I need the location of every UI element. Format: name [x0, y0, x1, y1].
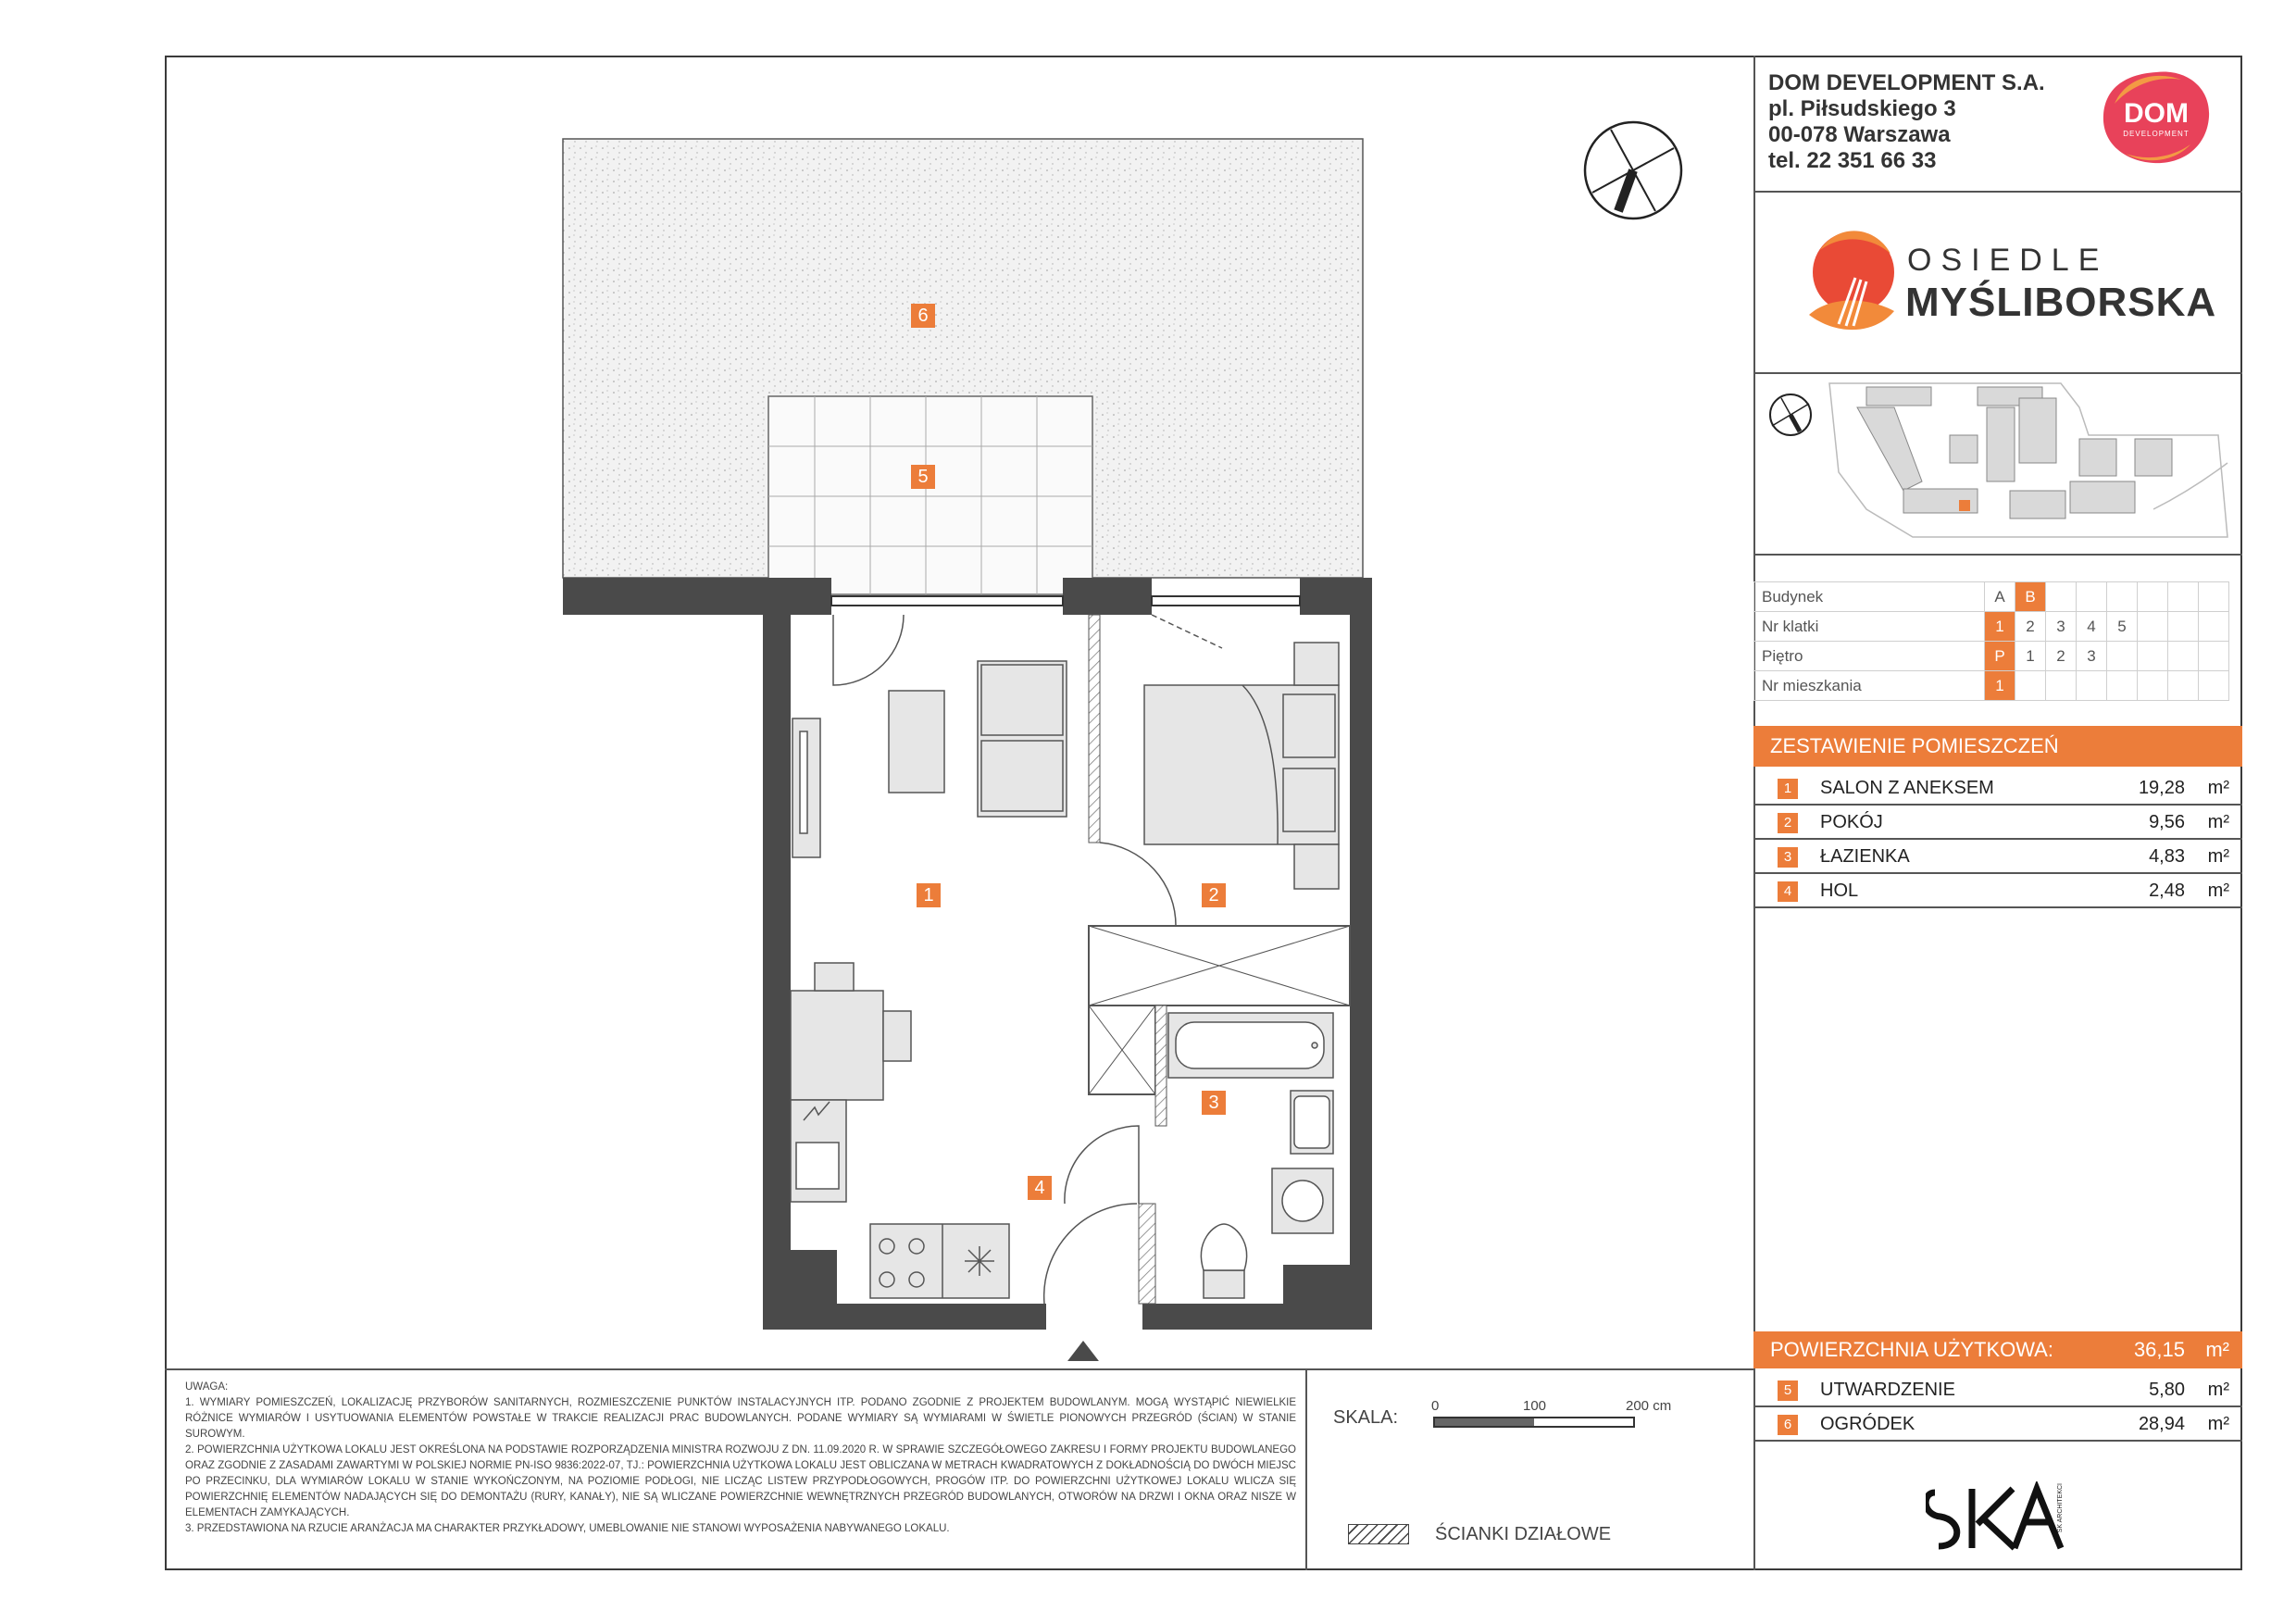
divider-company	[1753, 191, 2242, 193]
row-name: OGRÓDEK	[1820, 1414, 1915, 1434]
room-row	[1753, 841, 2242, 874]
selector-cell	[2107, 582, 2138, 612]
row-area: 5,80	[2149, 1380, 2185, 1400]
scale-tick-0: 0	[1431, 1398, 1440, 1414]
unit-selector-table	[1753, 581, 2229, 701]
ska-small-text: SK ARCHITEKCI	[2057, 1483, 2064, 1533]
room-tag-4: 4	[1028, 1176, 1052, 1200]
divider-keyplan	[1753, 554, 2242, 556]
company-street: pl. Piłsudskiego 3	[1768, 96, 1956, 121]
selector-cell	[2199, 642, 2229, 671]
company-name: DOM DEVELOPMENT S.A.	[1768, 70, 2045, 95]
selector-cell	[2015, 671, 2046, 701]
room-row	[1753, 772, 2242, 806]
room-tag-6: 6	[911, 304, 935, 328]
row-name: HOL	[1820, 881, 1859, 901]
estate-name-line2: MYŚLIBORSKA	[1905, 280, 2217, 325]
notes-block	[185, 1380, 1296, 1537]
selector-label: Budynek	[1754, 582, 1985, 612]
selector-cell	[2046, 671, 2077, 701]
row-name: POKÓJ	[1820, 812, 1883, 832]
scale-tick-200: 200 cm	[1626, 1398, 1672, 1414]
selector-cell: 2	[2046, 642, 2077, 671]
selector-cell	[2107, 671, 2138, 701]
row-area: 9,56	[2149, 812, 2185, 832]
row-area: 28,94	[2138, 1414, 2185, 1434]
row-num: 3	[1778, 847, 1798, 868]
room-tag-3: 3	[1202, 1091, 1226, 1115]
logo-text-dom: DOM	[2124, 98, 2189, 129]
room-tag-5: 5	[911, 465, 935, 489]
selector-cell: 1	[1985, 671, 2015, 701]
row-unit: m²	[2207, 846, 2229, 867]
note-3: 3. PRZEDSTAWIONA NA RZUCIE ARANŻACJA MA CHARAKTER PRZYKŁADOWY, UMEBLOWANIE NIE STANOWI WYPOSAŻENIA NABYWANEGO LOKALU.	[185, 1523, 950, 1534]
selector-cell	[2199, 671, 2229, 701]
company-phone: tel. 22 351 66 33	[1768, 148, 1937, 173]
row-num: 4	[1778, 881, 1798, 902]
logo-text-development: DEVELOPMENT	[2123, 130, 2190, 138]
selector-label: Nr mieszkania	[1754, 671, 1985, 701]
selector-cell	[2138, 612, 2168, 642]
selector-cell: 2	[2015, 612, 2046, 642]
usable-area-value: 36,15	[2133, 1338, 2185, 1361]
rooms-header: ZESTAWIENIE POMIESZCZEŃ	[1753, 726, 2242, 767]
partition-legend-label: ŚCIANKI DZIAŁOWE	[1435, 1524, 1612, 1544]
room-tag-2: 2	[1202, 883, 1226, 907]
terrace-area	[768, 396, 1092, 594]
selector-cell	[2138, 582, 2168, 612]
scale-label: SKALA:	[1333, 1407, 1399, 1428]
row-unit: m²	[2207, 812, 2229, 832]
selector-cell: 3	[2077, 642, 2107, 671]
selector-cell	[2168, 612, 2199, 642]
row-num: 5	[1778, 1380, 1798, 1401]
selector-cell	[2199, 582, 2229, 612]
key-plan	[1765, 380, 2237, 552]
row-name: UTWARDZENIE	[1820, 1380, 1955, 1400]
selector-cell	[2168, 642, 2199, 671]
selector-cell	[2077, 671, 2107, 701]
selector-cell: 1	[2015, 642, 2046, 671]
row-name: SALON Z ANEKSEM	[1820, 778, 1994, 798]
keyplan-north-arrow-icon	[1770, 394, 1811, 435]
company-address	[1768, 70, 2045, 174]
dom-development-logo	[2098, 67, 2215, 169]
row-unit: m²	[2207, 778, 2229, 798]
divider-estate	[1753, 372, 2242, 374]
extra-row	[1753, 1374, 2242, 1407]
row-num: 2	[1778, 813, 1798, 833]
row-num: 6	[1778, 1415, 1798, 1435]
selector-cell	[2138, 671, 2168, 701]
note-1: 1. WYMIARY POMIESZCZEŃ, LOKALIZACJĘ PRZYBORÓW SANITARNYCH, ROZMIESZCZENIE PUNKTÓW INSTALACYJNYCH ITP. PODANO ZGODNIE Z PROJEKTEM BUDOWLANYM. MOGĄ WYSTĄPIĆ NIEWIELKIE RÓŻNICE WYMIARÓW I USYTUOWANIA ELEMENTÓW POWSTAŁE W TRAKCIE REALIZACJI PRAC BUDOWLANYCH. PODANE WYMIARY SĄ WYMIARAMI W ŚWIETLE PIONOWYCH PRZEGRÓD (ŚCIAN) W STANIE SUROWYM.	[185, 1397, 1296, 1440]
selector-label: Nr klatki	[1754, 612, 1985, 642]
selector-cell	[2077, 582, 2107, 612]
usable-area-label: POWIERZCHNIA UŻYTKOWA:	[1770, 1338, 2053, 1361]
selector-cell	[2107, 642, 2138, 671]
bedroom-furniture	[1144, 643, 1339, 889]
living-furniture	[791, 661, 1067, 1298]
selector-cell: 3	[2046, 612, 2077, 642]
estate-logo-mark	[1802, 222, 1898, 343]
row-area: 2,48	[2149, 881, 2185, 901]
row-area: 19,28	[2138, 778, 2185, 798]
selector-cell	[2138, 642, 2168, 671]
row-area: 4,83	[2149, 846, 2185, 867]
extra-row	[1753, 1408, 2242, 1442]
divider-scale	[1305, 1368, 1307, 1570]
estate-name-line1: OSIEDLE	[1907, 243, 2109, 278]
scale-tick-100: 100	[1523, 1398, 1547, 1414]
floor-plan	[518, 83, 1759, 1361]
row-unit: m²	[2207, 1414, 2229, 1434]
selector-label: Piętro	[1754, 642, 1985, 671]
note-2: 2. POWIERZCHNIA UŻYTKOWA LOKALU JEST OKREŚLONA NA PODSTAWIE ROZPORZĄDZENIA MINISTRA ROZWOJU Z DN. 11.09.2020 R. W SPRAWIE SZCZEGÓŁOWEGO ZAKRESU I FORMY PROJEKTU BUDOWLANEGO ORAZ ZGODNIE Z ZASADAMI ZAWARTYMI W POLSKIEJ NORMIE PN-ISO 9836:2022-07, TJ.: POWIERZCHNIA UŻYTKOWA LOKALU JEST OBLICZANA W METRACH KWADRATOWYCH Z DOKŁADNOŚCIĄ DO DWÓCH MIEJSC PO PRZECINKU, DLA WYMIARÓW LOKALU W STANIE WYKOŃCZONYM, NA POZIOMIE PODŁOGI, NIE LICZĄC LISTEW PRZYPODŁOGOWYCH, PROGÓW ITP. DO POWIERZCHNI UŻYTKOWEJ LOKALU WLICZA SIĘ POWIERZCHNIĘ ELEMENTÓW NADAJĄCYCH SIĘ DO DEMONTAŻU (RURY, KANAŁY), NIE SĄ WLICZANE POWIERZCHNIE WEWNĘTRZNYCH PRZEGRÓD BUDOWLANYCH, OTWORÓW NA DRZWI I OKNA ORAZ NISZE W ELEMENTACH ZAMYKAJĄCYCH.	[185, 1444, 1296, 1518]
usable-area-bar	[1753, 1331, 2242, 1368]
entrance-marker-icon	[1065, 1341, 1102, 1361]
company-city: 00-078 Warszawa	[1768, 122, 1951, 147]
selector-cell: P	[1985, 642, 2015, 671]
scale-bar	[1433, 1417, 1635, 1428]
selector-cell	[2168, 582, 2199, 612]
usable-area-unit: m²	[2205, 1338, 2229, 1361]
divider-notes	[165, 1368, 1753, 1370]
row-num: 1	[1778, 779, 1798, 799]
row-unit: m²	[2207, 881, 2229, 901]
selector-cell	[2046, 582, 2077, 612]
room-row	[1753, 875, 2242, 908]
row-unit: m²	[2207, 1380, 2229, 1400]
selector-cell: 1	[1985, 612, 2015, 642]
ska-logo	[1926, 1481, 2083, 1555]
bathroom-fixtures	[1168, 1013, 1333, 1298]
selector-cell	[2199, 612, 2229, 642]
selector-cell: A	[1985, 582, 2015, 612]
notes-title: UWAGA:	[185, 1381, 229, 1393]
selector-cell: B	[2015, 582, 2046, 612]
row-name: ŁAZIENKA	[1820, 846, 1910, 867]
selector-cell: 4	[2077, 612, 2107, 642]
north-arrow-icon	[1585, 122, 1681, 219]
partition-legend-swatch	[1348, 1524, 1409, 1544]
room-tag-1: 1	[917, 883, 941, 907]
room-row	[1753, 806, 2242, 840]
selector-cell: 5	[2107, 612, 2138, 642]
selector-cell	[2168, 671, 2199, 701]
